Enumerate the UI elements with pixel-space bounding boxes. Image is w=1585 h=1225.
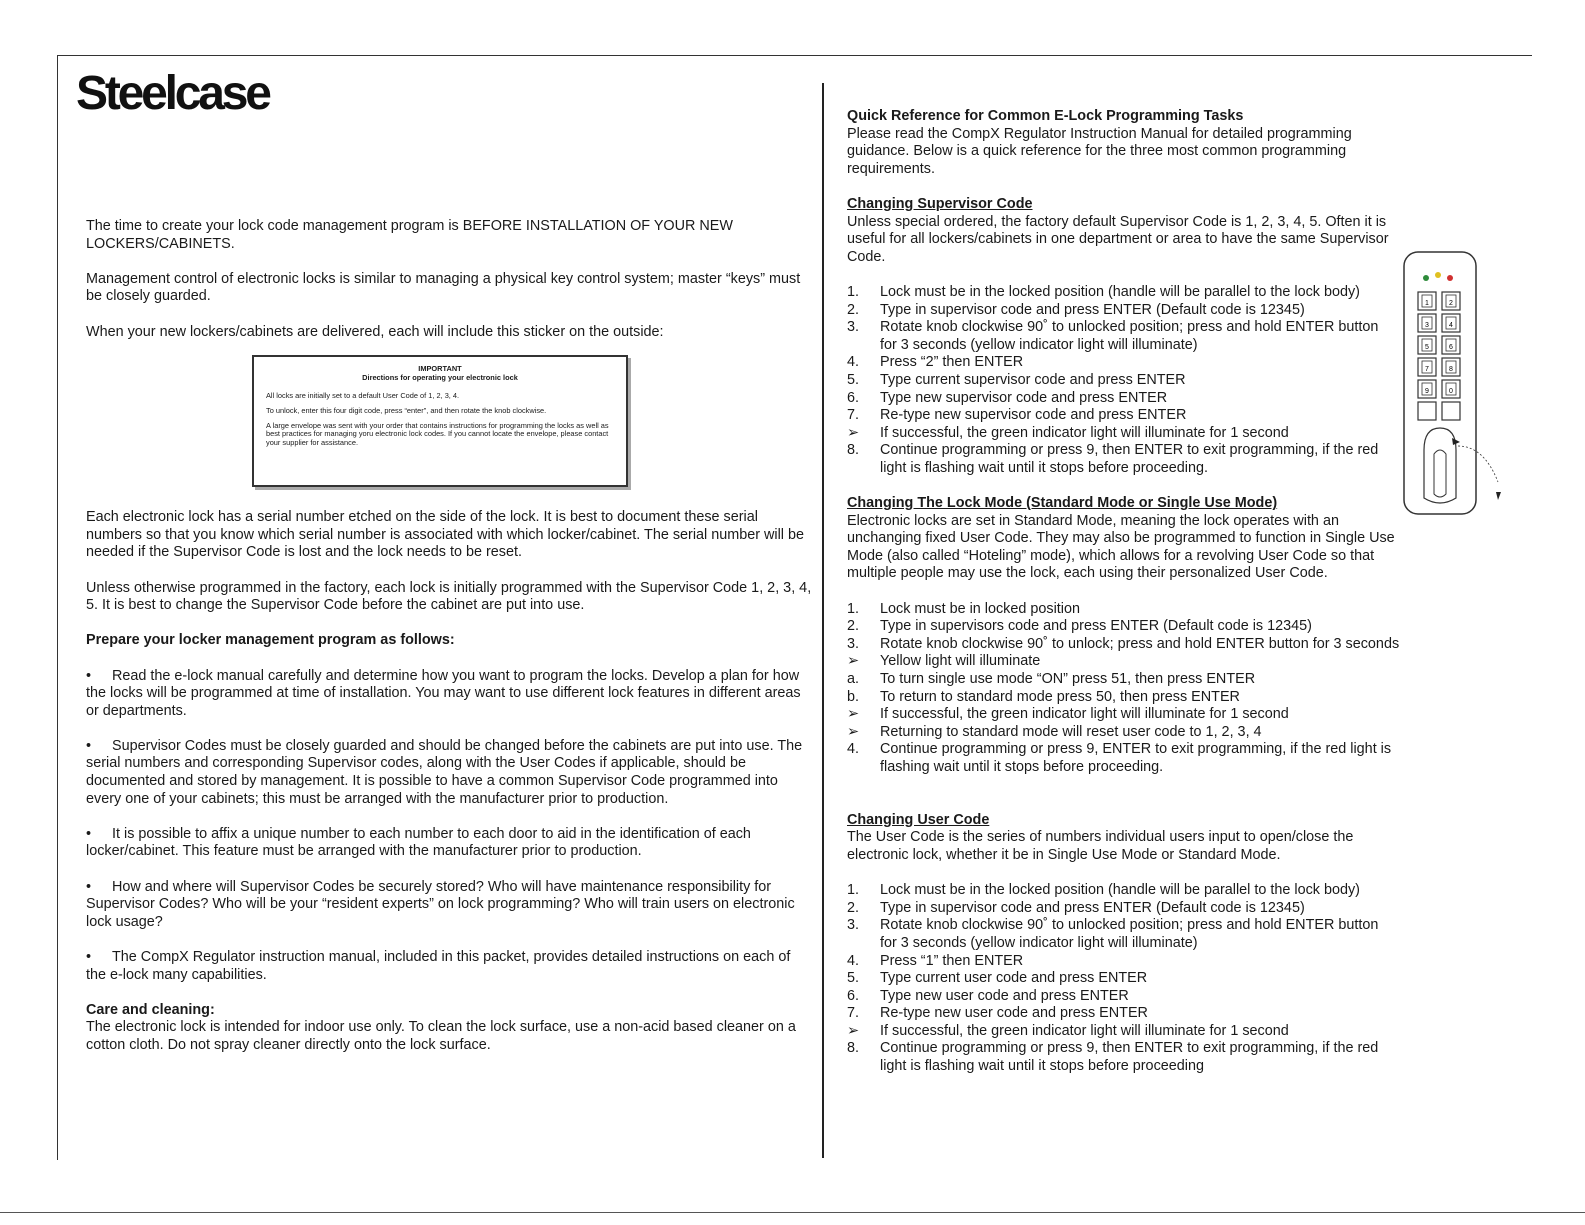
step-marker: 6. xyxy=(847,987,860,1004)
step-marker: 8. xyxy=(847,442,860,459)
keypad-key-label: 1 xyxy=(1425,300,1429,307)
step-text: Re-type new supervisor code and press ENTER xyxy=(880,407,1187,424)
step-item xyxy=(847,618,1407,636)
step-item xyxy=(847,302,1392,320)
step-item xyxy=(847,636,1407,654)
lock-mode-text: Electronic locks are set in Standard Mode, meaning the lock operates with an unchanging fixed User Code. They may also be programmed to function in Single Use Mode (also called “Hoteling” mode), which allows for a revolving User Code so that multiple people may use the lock, each using their personalized User Code. xyxy=(847,512,1395,582)
column-divider xyxy=(822,83,824,1158)
bullet-text: The CompX Regulator instruction manual, included in this packet, provides detailed instructions on each of the e-lock many capabilities. xyxy=(86,949,791,983)
indicator-light xyxy=(1423,275,1429,281)
lock-mode-heading: Changing The Lock Mode (Standard Mode or Single Use Mode) xyxy=(847,495,1278,512)
quick-reference-heading: Quick Reference for Common E-Lock Programming Tasks xyxy=(847,108,1244,124)
intro-paragraph: The time to create your lock code management program is BEFORE INSTALLATION OF YOUR NEW LOCKERS/CABINETS. xyxy=(86,218,733,252)
user-code-heading: Changing User Code xyxy=(847,811,990,828)
indicator-light xyxy=(1447,275,1453,281)
steelcase-logo: Steelcase xyxy=(76,67,269,120)
step-text: Lock must be in the locked position (handle will be parallel to the lock body) xyxy=(880,283,1360,300)
step-marker: ➢ xyxy=(847,723,860,740)
step-text: Lock must be in the locked position (handle will be parallel to the lock body) xyxy=(880,882,1360,899)
step-marker: 7. xyxy=(847,407,860,424)
important-sticker xyxy=(252,355,628,487)
step-text: If successful, the green indicator light will illuminate for 1 second xyxy=(880,1022,1289,1039)
step-text: Type new supervisor code and press ENTER xyxy=(880,389,1168,406)
step-item xyxy=(847,706,1407,724)
sticker-subtitle: Directions for operating your electronic lock xyxy=(362,372,518,382)
user-code-text: The User Code is the series of numbers individual users input to open/close the electronic lock, whether it be in Single Use Mode or Standard Mode. xyxy=(847,829,1354,863)
step-text: Press “1” then ENTER xyxy=(880,952,1024,969)
step-marker: 4. xyxy=(847,741,860,758)
step-item xyxy=(847,689,1407,707)
step-text: Type current user code and press ENTER xyxy=(880,970,1148,987)
care-text: The electronic lock is intended for indoor use only. To clean the lock surface, use a non-acid based cleaner on a cotton cloth. Do not spray cleaner directly onto the lock surface. xyxy=(86,1019,796,1053)
step-text: Returning to standard mode will reset user code to 1, 2, 3, 4 xyxy=(880,723,1262,740)
step-item xyxy=(847,917,1392,952)
step-marker: 4. xyxy=(847,952,860,969)
bullet-item xyxy=(86,738,814,808)
step-marker: 3. xyxy=(847,917,860,934)
lock-mode-steps-list xyxy=(847,601,1407,777)
step-item xyxy=(847,1005,1392,1023)
bullet-mark: • xyxy=(86,737,92,754)
step-text: Type current supervisor code and press ENTER xyxy=(880,371,1186,388)
bullet-mark: • xyxy=(86,667,92,684)
keypad-key-label: 4 xyxy=(1449,322,1453,329)
step-item xyxy=(847,390,1392,408)
step-marker: ➢ xyxy=(847,1022,860,1039)
bullet-mark: • xyxy=(86,949,92,965)
step-marker: 1. xyxy=(847,283,860,300)
supervisor-code-paragraph: Unless otherwise programmed in the factory, each lock is initially programmed with the Supervisor Code 1, 2, 3, 4, 5. It is best to change the Supervisor Code before the cabinet are put into use. xyxy=(86,579,812,614)
step-marker: ➢ xyxy=(847,706,860,723)
step-marker: 7. xyxy=(847,1005,860,1022)
step-item xyxy=(847,671,1407,689)
keypad-lock-icon xyxy=(1402,250,1512,530)
keypad-key-label: 3 xyxy=(1425,322,1429,329)
bullet-mark: • xyxy=(86,825,92,842)
quick-reference-text: Please read the CompX Regulator Instruction Manual for detailed programming guidance. Below is a quick reference for the three most common programming requirements. xyxy=(847,125,1352,177)
step-marker: 3. xyxy=(847,319,860,336)
top-rule xyxy=(57,55,1532,56)
bullet-item xyxy=(86,668,814,721)
bullet-mark: • xyxy=(86,878,92,895)
step-text: Type in supervisor code and press ENTER (Default code is 12345) xyxy=(880,899,1305,916)
sticker-line-2: To unlock, enter this four digit code, press “enter”, and then rotate the knob clockwise. xyxy=(266,405,547,415)
step-item xyxy=(847,601,1407,619)
bullet-text: Read the e-lock manual carefully and determine how you want to program the locks. Develop a plan for how the locks will be programmed at time of installation. You may want to use different lock features in different areas or departments. xyxy=(86,667,801,719)
step-item xyxy=(847,970,1392,988)
step-item xyxy=(847,988,1392,1006)
keypad-key-label: 7 xyxy=(1425,366,1429,373)
step-text: To turn single use mode “ON” press 51, then press ENTER xyxy=(880,671,1256,687)
left-column xyxy=(86,218,814,1055)
right-column xyxy=(847,108,1407,1076)
step-text: If successful, the green indicator light will illuminate for 1 second xyxy=(880,706,1289,723)
step-marker: 8. xyxy=(847,1040,860,1057)
keypad-key-label: 2 xyxy=(1449,300,1453,307)
step-marker: 2. xyxy=(847,301,860,318)
step-marker: 6. xyxy=(847,389,860,406)
step-item xyxy=(847,354,1392,372)
step-item xyxy=(847,953,1392,971)
step-marker: 2. xyxy=(847,899,860,916)
supervisor-steps-list xyxy=(847,284,1392,478)
bullet-text: It is possible to affix a unique number to each number to each door to aid in the identification of each locker/cabinet. This feature must be arranged with the manufacturer prior to production. xyxy=(86,825,751,860)
bullet-text: Supervisor Codes must be closely guarded and should be changed before the cabinets are put into use. The serial numbers and corresponding Supervisor codes, along with the User Codes if applicable, should be documented and stored by management. It is possible to have a common Supervisor Code programmed into every one of your cabinets; this must be arranged with the manufacturer prior to production. xyxy=(86,737,803,807)
step-text: Re-type new user code and press ENTER xyxy=(880,1005,1148,1022)
step-item xyxy=(847,653,1407,671)
step-text: To return to standard mode press 50, then press ENTER xyxy=(880,688,1240,705)
step-item xyxy=(847,319,1392,354)
keypad-key-label: 8 xyxy=(1449,366,1453,373)
bullet-text: How and where will Supervisor Codes be securely stored? Who will have maintenance responsibility for Supervisor Codes? Who will be your “resident experts” on lock programming? Who will train users on electronic lock usage? xyxy=(86,878,795,930)
step-marker: 4. xyxy=(847,354,860,371)
serial-number-paragraph: Each electronic lock has a serial number etched on the side of the lock. It is best to document these serial numbers so that you know which serial number is associated with which locker/cabinet. The serial number will be needed if the Supervisor Code is lost and the lock needs to be reset. xyxy=(86,509,804,561)
step-item xyxy=(847,1040,1392,1075)
step-item xyxy=(847,724,1407,742)
keypad-key-label: 0 xyxy=(1449,388,1453,395)
step-text: Continue programming or press 9, then ENTER to exit programming, if the red light is flashing wait until it stops before proceeding xyxy=(880,1040,1379,1075)
step-marker: 1. xyxy=(847,882,860,899)
step-item xyxy=(847,1023,1392,1041)
step-marker: 5. xyxy=(847,371,860,388)
indicator-light xyxy=(1435,272,1441,278)
step-item xyxy=(847,284,1392,302)
step-marker: ➢ xyxy=(847,424,860,441)
step-text: Rotate knob clockwise 90˚ to unlocked position; press and hold ENTER button for 3 seconds (yellow indicator light will illuminate) xyxy=(880,917,1379,951)
step-text: Yellow light will illuminate xyxy=(880,653,1041,670)
step-item xyxy=(847,425,1392,443)
keypad-key-label: 6 xyxy=(1449,344,1453,351)
step-item xyxy=(847,372,1392,390)
step-text: Press “2” then ENTER xyxy=(880,354,1024,371)
keypad-key-label: 9 xyxy=(1425,388,1429,395)
step-text: Type in supervisors code and press ENTER (Default code is 12345) xyxy=(880,618,1312,635)
key-control-paragraph: Management control of electronic locks is similar to managing a physical key control system; master “keys” must be closely guarded. xyxy=(86,270,801,305)
step-text: Continue programming or press 9, then ENTER to exit programming, if the red light is flashing wait until it stops before proceeding. xyxy=(880,442,1379,476)
sticker-intro-paragraph: When your new lockers/cabinets are delivered, each will include this sticker on the outside: xyxy=(86,323,664,340)
step-marker: 1. xyxy=(847,600,860,617)
step-marker: ➢ xyxy=(847,653,860,670)
sticker-line-3: A large envelope was sent with your order that contains instructions for programming the locks as well as best practices for managing yoru electronic lock codes. If you cannot locate the envelope, please contact your supplier for assistance. xyxy=(266,420,609,447)
prepare-heading: Prepare your locker management program as follows: xyxy=(86,632,455,649)
supervisor-code-text: Unless special ordered, the factory default Supervisor Code is 1, 2, 3, 4, 5. Often it is useful for all lockers/cabinets in one department or area to have the same Supervisor Code. xyxy=(847,213,1389,265)
step-marker: 3. xyxy=(847,635,860,652)
step-marker: a. xyxy=(847,671,860,687)
step-marker: b. xyxy=(847,688,860,705)
step-marker: 2. xyxy=(847,618,860,635)
step-text: Rotate knob clockwise 90˚ to unlocked position; press and hold ENTER button for 3 seconds (yellow indicator light will illuminate) xyxy=(880,319,1379,353)
left-rule xyxy=(57,55,58,1160)
step-text: Lock must be in locked position xyxy=(880,600,1080,617)
step-text: Type new user code and press ENTER xyxy=(880,987,1129,1004)
supervisor-code-heading: Changing Supervisor Code xyxy=(847,195,1033,212)
sticker-title: IMPORTANT xyxy=(418,364,462,374)
step-item xyxy=(847,442,1392,477)
step-text: Continue programming or press 9, ENTER to exit programming, if the red light is flashing wait until it stops before proceeding. xyxy=(880,741,1392,775)
bullet-item xyxy=(86,949,814,984)
step-text: Rotate knob clockwise 90˚ to unlock; press and hold ENTER button for 3 seconds xyxy=(880,635,1400,652)
step-text: Type in supervisor code and press ENTER (Default code is 12345) xyxy=(880,301,1305,318)
sticker-line-1: All locks are initially set to a default User Code of 1, 2, 3, 4. xyxy=(266,391,460,401)
keypad-key-label: 5 xyxy=(1425,344,1429,351)
step-item xyxy=(847,900,1392,918)
step-item xyxy=(847,407,1392,425)
step-marker: 5. xyxy=(847,970,860,987)
bullet-item xyxy=(86,826,814,861)
user-code-steps-list xyxy=(847,882,1392,1076)
bullet-item xyxy=(86,879,814,932)
step-item xyxy=(847,741,1407,776)
keypad-illustration xyxy=(1402,250,1512,530)
step-text: If successful, the green indicator light will illuminate for 1 second xyxy=(880,424,1289,441)
care-heading: Care and cleaning: xyxy=(86,1001,215,1018)
step-item xyxy=(847,882,1392,900)
bottom-rule xyxy=(0,1212,1585,1213)
